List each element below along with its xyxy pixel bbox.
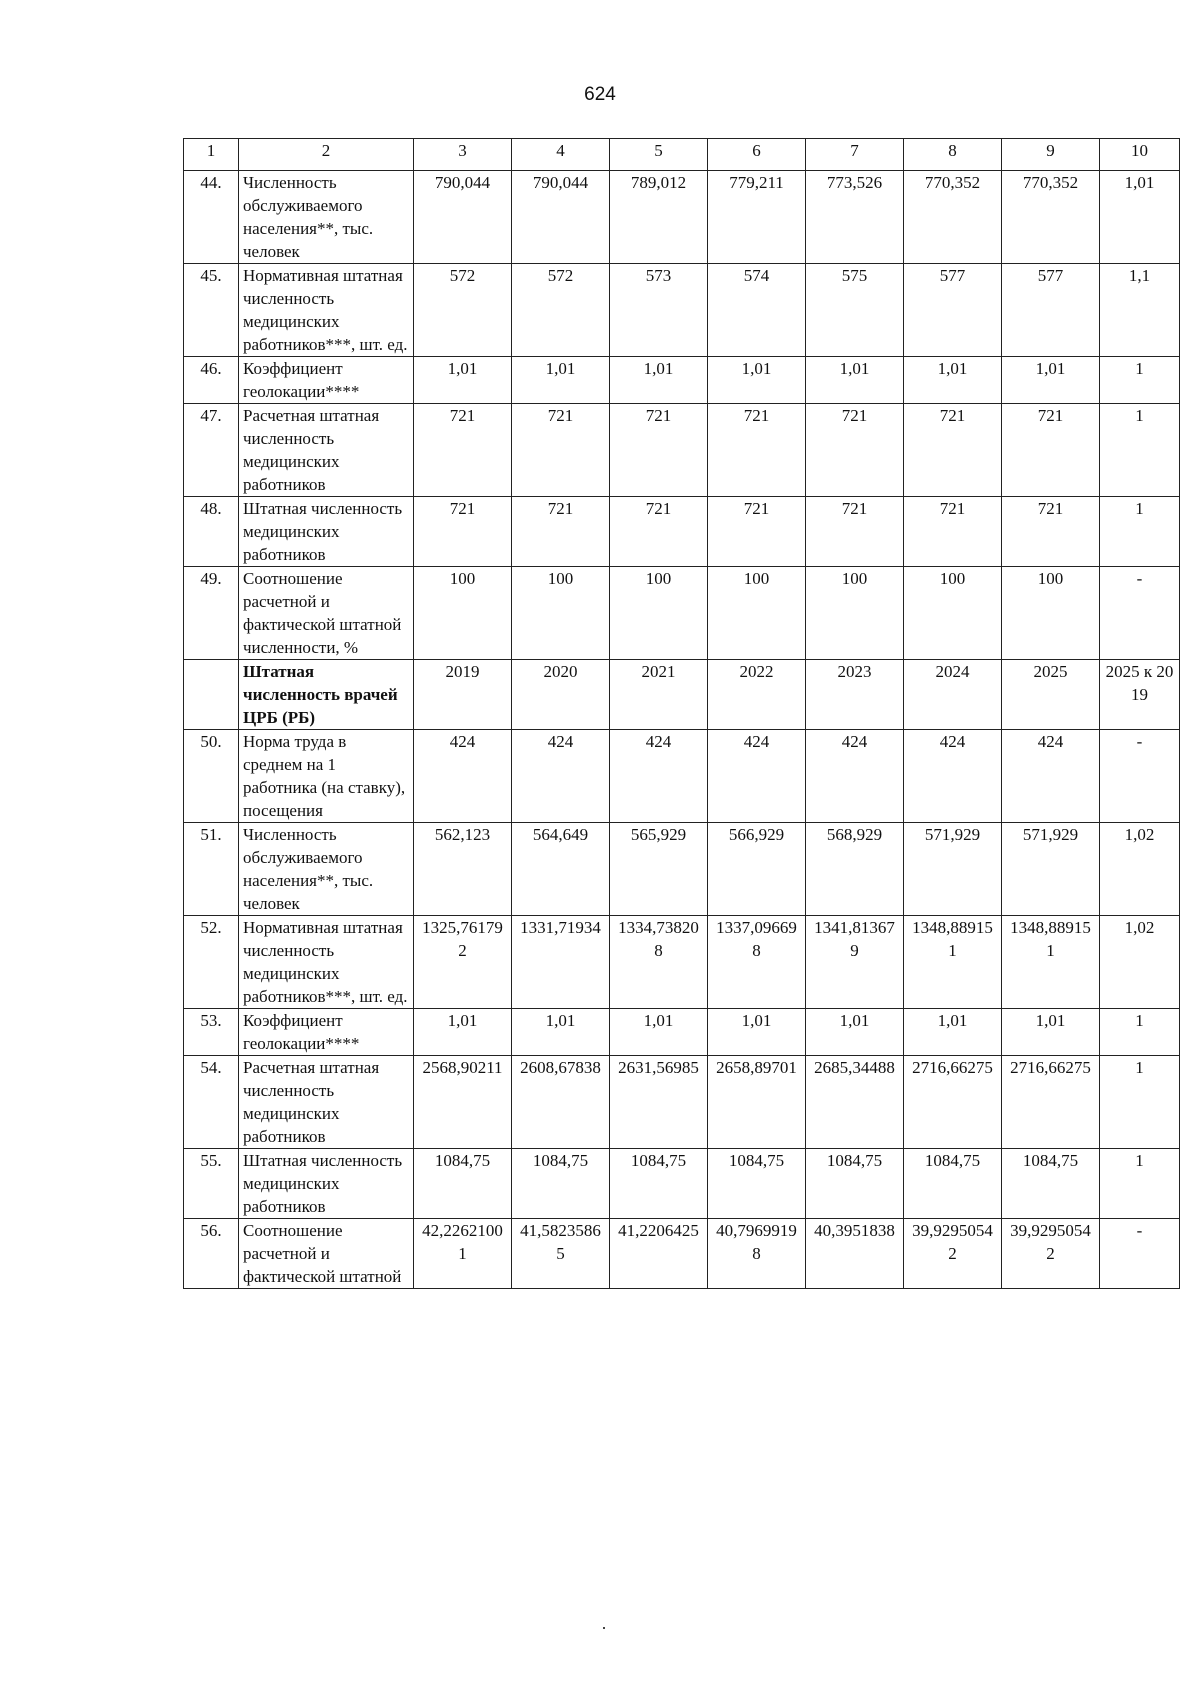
- value-cell: 1084,75: [610, 1149, 708, 1219]
- value-cell: 721: [414, 497, 512, 567]
- value-cell: 2685,34488: [806, 1056, 904, 1149]
- value-cell: 790,044: [414, 171, 512, 264]
- value-cell: 2631,56985: [610, 1056, 708, 1149]
- value-cell: 2019: [414, 660, 512, 730]
- value-cell: 1: [1100, 1149, 1180, 1219]
- row-number: 45.: [184, 264, 239, 357]
- value-cell: 2024: [904, 660, 1002, 730]
- value-cell: 564,649: [512, 823, 610, 916]
- indicator-name: Норма труда в среднем на 1 работника (на ставку), посещения: [239, 730, 414, 823]
- value-cell: 789,012: [610, 171, 708, 264]
- row-number: 44.: [184, 171, 239, 264]
- value-cell: 1: [1100, 357, 1180, 404]
- value-cell: 574: [708, 264, 806, 357]
- column-header: 10: [1100, 139, 1180, 171]
- row-number: 54.: [184, 1056, 239, 1149]
- indicator-name: Коэффициент геолокации****: [239, 1009, 414, 1056]
- indicator-name: Численность обслуживаемого населения**, тыс. человек: [239, 823, 414, 916]
- value-cell: 1,01: [708, 1009, 806, 1056]
- value-cell: 100: [708, 567, 806, 660]
- value-cell: 779,211: [708, 171, 806, 264]
- value-cell: 1,01: [414, 1009, 512, 1056]
- row-number: 51.: [184, 823, 239, 916]
- value-cell: 1,01: [806, 357, 904, 404]
- value-cell: 770,352: [904, 171, 1002, 264]
- value-cell: 1331,71934: [512, 916, 610, 1009]
- value-cell: 2025: [1002, 660, 1100, 730]
- value-cell: 721: [1002, 497, 1100, 567]
- column-header: 3: [414, 139, 512, 171]
- column-header: 8: [904, 139, 1002, 171]
- value-cell: 721: [1002, 404, 1100, 497]
- row-number: 47.: [184, 404, 239, 497]
- value-cell: 39,92950542: [1002, 1219, 1100, 1289]
- table-row: [184, 264, 1180, 357]
- value-cell: 1,01: [806, 1009, 904, 1056]
- indicator-name: Коэффициент геолокации****: [239, 357, 414, 404]
- value-cell: 1,02: [1100, 823, 1180, 916]
- column-header: 1: [184, 139, 239, 171]
- value-cell: 42,22621001: [414, 1219, 512, 1289]
- value-cell: 2608,67838: [512, 1056, 610, 1149]
- value-cell: 577: [904, 264, 1002, 357]
- value-cell: 424: [806, 730, 904, 823]
- value-cell: 2021: [610, 660, 708, 730]
- value-cell: 100: [610, 567, 708, 660]
- row-number: 56.: [184, 1219, 239, 1289]
- value-cell: 41,2206425: [610, 1219, 708, 1289]
- value-cell: 40,79699198: [708, 1219, 806, 1289]
- staffing-table: [183, 138, 1180, 1289]
- value-cell: 1084,75: [414, 1149, 512, 1219]
- value-cell: -: [1100, 1219, 1180, 1289]
- table-row: [184, 404, 1180, 497]
- value-cell: 424: [1002, 730, 1100, 823]
- value-cell: 721: [512, 497, 610, 567]
- value-cell: 41,58235865: [512, 1219, 610, 1289]
- row-number: 49.: [184, 567, 239, 660]
- row-number: [184, 660, 239, 730]
- value-cell: 39,92950542: [904, 1219, 1002, 1289]
- value-cell: 577: [1002, 264, 1100, 357]
- value-cell: 2023: [806, 660, 904, 730]
- value-cell: 100: [904, 567, 1002, 660]
- column-header: 4: [512, 139, 610, 171]
- column-header: 5: [610, 139, 708, 171]
- indicator-name: Соотношение расчетной и фактической штатной численности, %: [239, 567, 414, 660]
- value-cell: 424: [904, 730, 1002, 823]
- value-cell: 100: [1002, 567, 1100, 660]
- value-cell: 571,929: [1002, 823, 1100, 916]
- value-cell: 1337,096698: [708, 916, 806, 1009]
- value-cell: 2025 к 2019: [1100, 660, 1180, 730]
- value-cell: 770,352: [1002, 171, 1100, 264]
- value-cell: 1,01: [1100, 171, 1180, 264]
- table-row: [184, 916, 1180, 1009]
- value-cell: 565,929: [610, 823, 708, 916]
- value-cell: 1,01: [512, 357, 610, 404]
- value-cell: 790,044: [512, 171, 610, 264]
- value-cell: 1,01: [904, 1009, 1002, 1056]
- value-cell: 1,1: [1100, 264, 1180, 357]
- table-row: [184, 1219, 1180, 1289]
- value-cell: 100: [806, 567, 904, 660]
- value-cell: 1,01: [414, 357, 512, 404]
- indicator-name: Штатная численность медицинских работников: [239, 1149, 414, 1219]
- value-cell: 1: [1100, 1009, 1180, 1056]
- value-cell: 721: [708, 497, 806, 567]
- value-cell: 1,01: [610, 357, 708, 404]
- value-cell: 2716,66275: [904, 1056, 1002, 1149]
- value-cell: 40,3951838: [806, 1219, 904, 1289]
- indicator-name: Штатная численность врачей ЦРБ (РБ): [239, 660, 414, 730]
- value-cell: 2022: [708, 660, 806, 730]
- table-header-row: [184, 139, 1180, 171]
- table-row: [184, 1009, 1180, 1056]
- indicator-name: Нормативная штатная численность медицинских работников***, шт. ед.: [239, 916, 414, 1009]
- value-cell: 721: [806, 497, 904, 567]
- indicator-name: Расчетная штатная численность медицинских работников: [239, 1056, 414, 1149]
- column-header: 2: [239, 139, 414, 171]
- row-number: 50.: [184, 730, 239, 823]
- table-row: [184, 1149, 1180, 1219]
- value-cell: 1: [1100, 497, 1180, 567]
- value-cell: 2568,90211: [414, 1056, 512, 1149]
- indicator-name: Численность обслуживаемого населения**, тыс. человек: [239, 171, 414, 264]
- table-row: [184, 823, 1180, 916]
- table-row: [184, 730, 1180, 823]
- row-number: 48.: [184, 497, 239, 567]
- value-cell: 1341,813679: [806, 916, 904, 1009]
- indicator-name: Штатная численность медицинских работников: [239, 497, 414, 567]
- value-cell: 424: [708, 730, 806, 823]
- row-number: 55.: [184, 1149, 239, 1219]
- value-cell: 1084,75: [806, 1149, 904, 1219]
- value-cell: 424: [512, 730, 610, 823]
- value-cell: 1334,738208: [610, 916, 708, 1009]
- value-cell: 1,01: [1002, 1009, 1100, 1056]
- value-cell: 1,01: [512, 1009, 610, 1056]
- value-cell: 1348,889151: [1002, 916, 1100, 1009]
- column-header: 7: [806, 139, 904, 171]
- value-cell: 1084,75: [512, 1149, 610, 1219]
- value-cell: 721: [512, 404, 610, 497]
- value-cell: 1: [1100, 1056, 1180, 1149]
- value-cell: 1,01: [904, 357, 1002, 404]
- value-cell: 1,02: [1100, 916, 1180, 1009]
- table-row: [184, 497, 1180, 567]
- row-number: 53.: [184, 1009, 239, 1056]
- value-cell: 573: [610, 264, 708, 357]
- value-cell: 721: [806, 404, 904, 497]
- value-cell: 575: [806, 264, 904, 357]
- value-cell: 572: [414, 264, 512, 357]
- value-cell: 1,01: [1002, 357, 1100, 404]
- table-row: [184, 1056, 1180, 1149]
- value-cell: 721: [904, 497, 1002, 567]
- value-cell: 424: [610, 730, 708, 823]
- value-cell: 100: [414, 567, 512, 660]
- scan-speck: [603, 1627, 605, 1629]
- value-cell: 572: [512, 264, 610, 357]
- value-cell: 1: [1100, 404, 1180, 497]
- value-cell: 1084,75: [904, 1149, 1002, 1219]
- column-header: 6: [708, 139, 806, 171]
- value-cell: 1,01: [708, 357, 806, 404]
- value-cell: 571,929: [904, 823, 1002, 916]
- value-cell: 2658,89701: [708, 1056, 806, 1149]
- value-cell: 562,123: [414, 823, 512, 916]
- value-cell: 1084,75: [708, 1149, 806, 1219]
- row-number: 46.: [184, 357, 239, 404]
- value-cell: 2020: [512, 660, 610, 730]
- value-cell: 1325,761792: [414, 916, 512, 1009]
- value-cell: 1084,75: [1002, 1149, 1100, 1219]
- value-cell: -: [1100, 567, 1180, 660]
- table-row: [184, 567, 1180, 660]
- indicator-name: Нормативная штатная численность медицинских работников***, шт. ед.: [239, 264, 414, 357]
- value-cell: 424: [414, 730, 512, 823]
- value-cell: 721: [904, 404, 1002, 497]
- column-header: 9: [1002, 139, 1100, 171]
- value-cell: 773,526: [806, 171, 904, 264]
- indicator-name: Соотношение расчетной и фактической штатной: [239, 1219, 414, 1289]
- value-cell: 721: [708, 404, 806, 497]
- page-number: 624: [584, 84, 616, 105]
- value-cell: 566,929: [708, 823, 806, 916]
- value-cell: 2716,66275: [1002, 1056, 1100, 1149]
- value-cell: 568,929: [806, 823, 904, 916]
- indicator-name: Расчетная штатная численность медицинских работников: [239, 404, 414, 497]
- value-cell: 721: [610, 497, 708, 567]
- table-row: [184, 660, 1180, 730]
- row-number: 52.: [184, 916, 239, 1009]
- value-cell: 1348,889151: [904, 916, 1002, 1009]
- value-cell: -: [1100, 730, 1180, 823]
- table-row: [184, 357, 1180, 404]
- value-cell: 1,01: [610, 1009, 708, 1056]
- value-cell: 100: [512, 567, 610, 660]
- value-cell: 721: [414, 404, 512, 497]
- value-cell: 721: [610, 404, 708, 497]
- table-row: [184, 171, 1180, 264]
